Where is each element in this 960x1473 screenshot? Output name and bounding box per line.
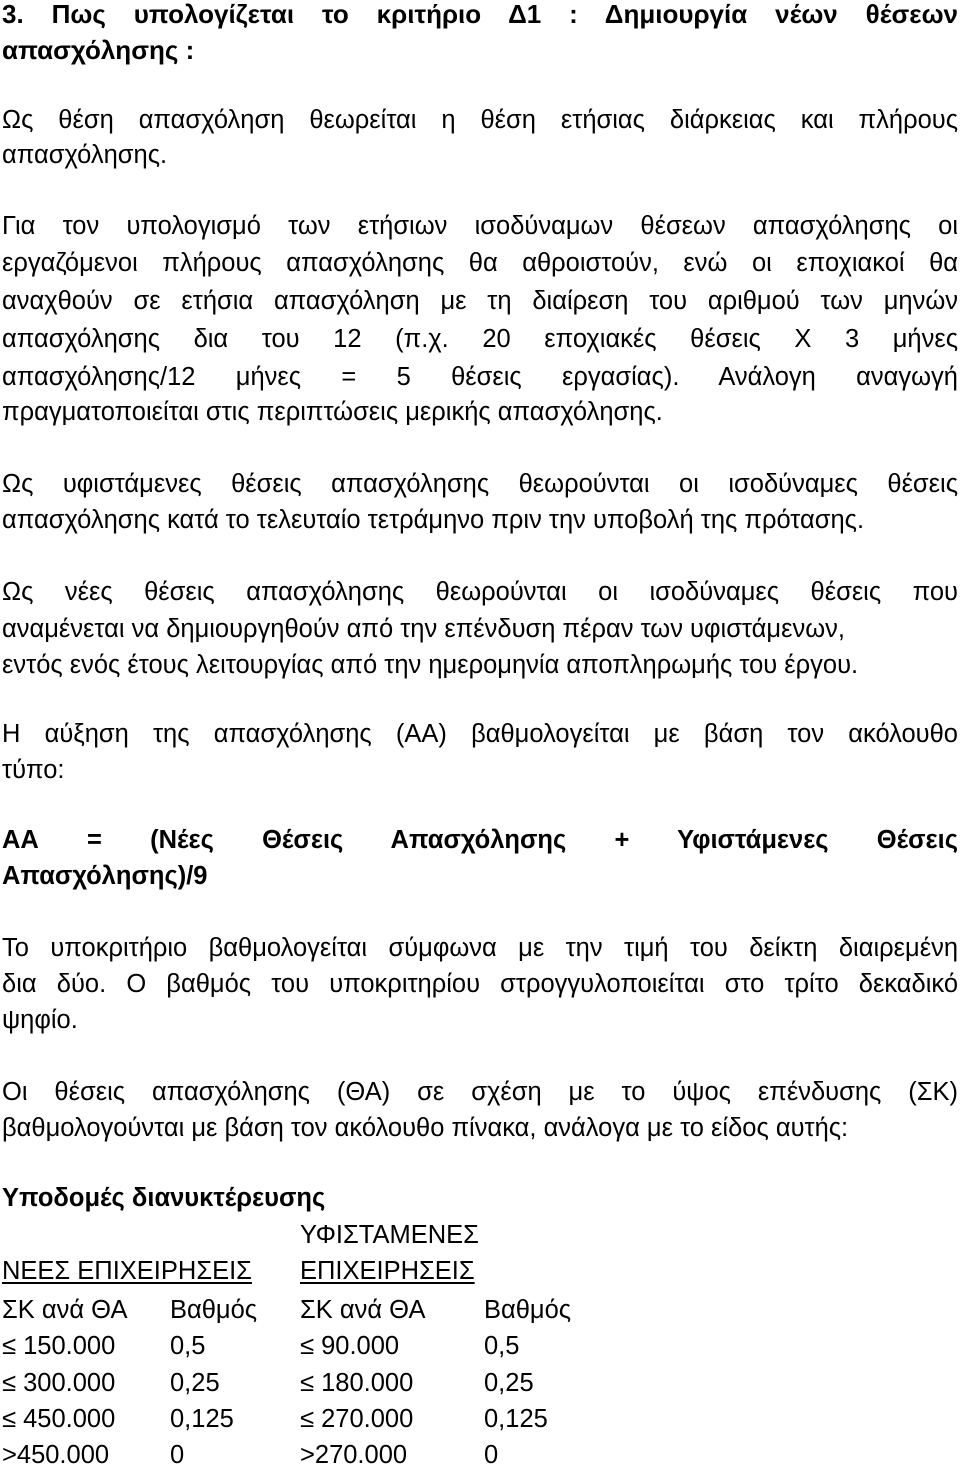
paragraph-line: βαθμολογούνται με βάση τον ακόλουθο πίνακα, ανάλογα με το είδος αυτής: — [2, 1114, 849, 1142]
group-existing-line2: ΕΠΙΧΕΙΡΗΣΕΙΣ — [300, 1257, 475, 1285]
paragraph-line: απασχόλησης κατά το τελευταίο τετράμηνο πριν την υποβολή της πρότασης. — [2, 506, 865, 534]
table-cell: 0,125 — [170, 1405, 234, 1433]
table-cell: ≤ 150.000 — [2, 1332, 116, 1360]
table-heading: Υποδομές διανυκτέρευσης — [2, 1184, 326, 1212]
paragraph-line: Ως νέες θέσεις απασχόλησης θεωρούνται οι ισοδύναμες θέσεις που — [2, 578, 958, 606]
paragraph-line: Το υποκριτήριο βαθμολογείται σύμφωνα με την τιμή του δείκτη διαιρεμένη — [2, 934, 958, 962]
table-cell: ≤ 300.000 — [2, 1369, 116, 1397]
group-existing-line1: ΥΦΙΣΤΑΜΕΝΕΣ — [300, 1221, 479, 1249]
table-cell: 0,25 — [484, 1369, 534, 1397]
table-cell: ≤ 90.000 — [300, 1332, 400, 1360]
group-new-header: ΝΕΕΣ ΕΠΙΧΕΙΡΗΣΕΙΣ — [2, 1257, 252, 1285]
column-header: Βαθμός — [484, 1296, 572, 1324]
paragraph-line: απασχόλησης. — [2, 141, 168, 169]
paragraph-line: εργαζόμενοι πλήρους απασχόλησης θα αθροιστούν, ενώ οι εποχιακοί θα — [2, 249, 958, 277]
paragraph-line: Για τον υπολογισμό των ετήσιων ισοδύναμων θέσεων απασχόλησης οι — [2, 212, 958, 240]
paragraph-line: Ως θέση απασχόληση θεωρείται η θέση ετήσιας διάρκειας και πλήρους — [2, 106, 958, 134]
paragraph-line: εντός ενός έτους λειτουργίας από την ημερομηνία αποπληρωμής του έργου. — [2, 651, 859, 679]
paragraph-line: Η αύξηση της απασχόλησης (ΑΑ) βαθμολογείται με βάση τον ακόλουθο — [2, 720, 958, 748]
table-cell: ≤ 270.000 — [300, 1405, 414, 1433]
paragraph-line: αναχθούν σε ετήσια απασχόληση με τη διαίρεση του αριθμού των μηνών — [2, 287, 958, 315]
table-cell: ≤ 180.000 — [300, 1369, 414, 1397]
column-header: Βαθμός — [170, 1296, 258, 1324]
table-cell: >450.000 — [2, 1441, 110, 1469]
table-cell: 0,25 — [170, 1369, 220, 1397]
paragraph-line: δια δύο. Ο βαθμός του υποκριτηρίου στρογγυλοποιείται στο τρίτο δεκαδικό — [2, 970, 958, 998]
table-cell: 0 — [170, 1441, 185, 1469]
column-header: ΣΚ ανά ΘΑ — [300, 1296, 426, 1324]
table-cell: 0,5 — [484, 1332, 520, 1360]
table-cell: ≤ 450.000 — [2, 1405, 116, 1433]
paragraph-line: Οι θέσεις απασχόλησης (ΘΑ) σε σχέση με το ύψος επένδυσης (ΣΚ) — [2, 1078, 958, 1106]
paragraph-line: πραγματοποιείται στις περιπτώσεις μερικής απασχόλησης. — [2, 398, 663, 426]
column-header: ΣΚ ανά ΘΑ — [2, 1296, 128, 1324]
table-cell: 0 — [484, 1441, 499, 1469]
paragraph-line: απασχόλησης δια του 12 (π.χ. 20 εποχιακές θέσεις Χ 3 μήνες — [2, 325, 958, 353]
paragraph-line: Ως υφιστάμενες θέσεις απασχόλησης θεωρούνται οι ισοδύναμες θέσεις — [2, 470, 958, 498]
paragraph-line: τύπο: — [2, 756, 65, 784]
formula-line1: ΑΑ = (Νέες Θέσεις Απασχόλησης + Υφιστάμενες Θέσεις — [2, 826, 958, 854]
table-cell: >270.000 — [300, 1441, 408, 1469]
section-title-line1: 3. Πως υπολογίζεται το κριτήριο Δ1 : Δημιουργία νέων θέσεων — [2, 0, 958, 29]
paragraph-line: απασχόλησης/12 μήνες = 5 θέσεις εργασίας). Ανάλογη αναγωγή — [2, 363, 958, 391]
table-cell: 0,125 — [484, 1405, 548, 1433]
table-cell: 0,5 — [170, 1332, 206, 1360]
formula-line2: Απασχόλησης)/9 — [2, 862, 208, 890]
paragraph-line: αναμένεται να δημιουργηθούν από την επένδυση πέραν των υφιστάμενων, — [2, 615, 845, 643]
section-title-line2: απασχόλησης : — [2, 35, 195, 65]
paragraph-line: ψηφίο. — [2, 1006, 78, 1034]
